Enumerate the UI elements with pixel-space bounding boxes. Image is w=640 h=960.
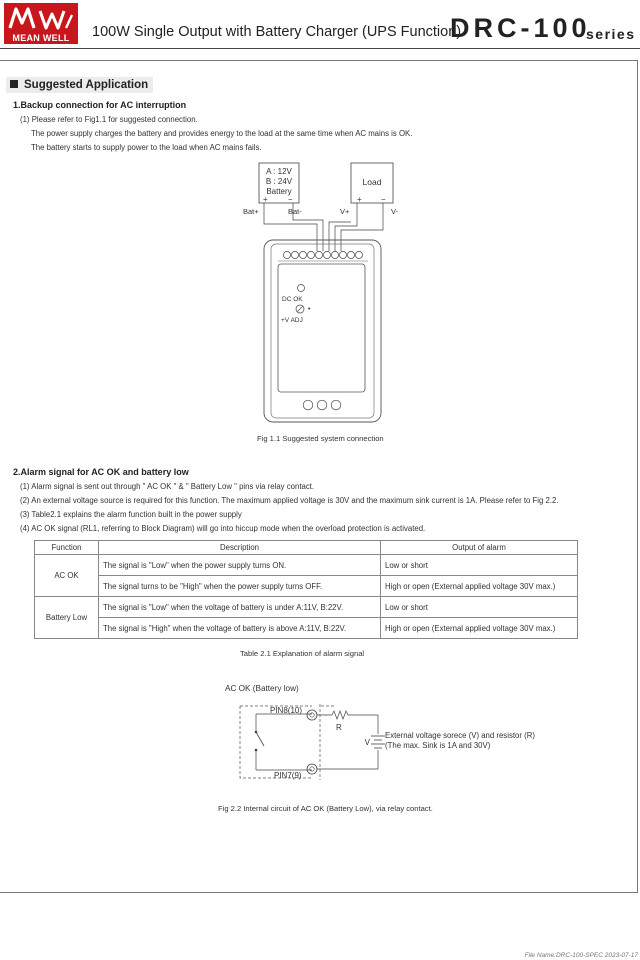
pin-bottom-label: PIN7(9) [274,771,302,780]
document-title: 100W Single Output with Battery Charger (UPS Function) [92,24,462,40]
table-header-output: Output of alarm [381,541,578,555]
function-cell-ac-ok: AC OK [35,555,99,597]
part1-heading: 1.Backup connection for AC interruption [13,100,187,110]
system-connection-diagram [230,160,430,430]
load-label: Load [362,177,382,187]
fig2-note-line-1: External voltage sorece (V) and resistor (R) [385,731,535,740]
table-row [35,576,578,597]
battery-plus: + [263,195,268,204]
fig1-caption: Fig 1.1 Suggested system connection [257,434,384,443]
load-plus: + [357,195,362,204]
output-cell: Low or short [381,597,578,618]
description-cell: The signal turns to be "High" when the power supply turns OFF. [99,576,381,597]
vadj-label: +V ADJ [281,317,303,324]
table-caption: Table 2.1 Explanation of alarm signal [240,649,365,658]
logo-text: MEAN WELL [4,32,78,44]
table-row [35,618,578,639]
part1-line-2: The power supply charges the battery and provides energy to the load at the same time when AC mains is OK. [31,129,413,138]
table-header-function: Function [35,541,99,555]
battery-line-2: B : 24V [265,177,293,186]
alarm-signal-table [34,540,578,639]
terminal-v-minus: V- [391,207,399,216]
voltage-label: V [364,738,370,747]
table-header-row [35,541,578,555]
resistor-label: R [336,723,342,732]
table-row [35,597,578,618]
section-title-text: Suggested Application [24,79,149,91]
dc-ok-label: DC OK [282,296,303,303]
function-cell-battery-low: Battery Low [35,597,99,639]
description-cell: The signal is "Low" when the power supply turns ON. [99,555,381,576]
square-bullet-icon [10,80,18,88]
header-divider [0,48,640,49]
part2-heading: 2.Alarm signal for AC OK and battery low [13,467,189,477]
table-row [35,555,578,576]
load-minus: − [381,195,386,204]
description-cell: The signal is "Low" when the voltage of battery is under A:11V, B:22V. [99,597,381,618]
output-cell: High or open (External applied voltage 30V max.) [381,618,578,639]
file-name-footer: File Name:DRC-100-SPEC 2023-07-17 [524,952,638,959]
terminal-bat-minus: Bat- [288,207,302,216]
terminal-v-plus: V+ [340,207,350,216]
output-cell: Low or short [381,555,578,576]
terminal-bat-plus: Bat+ [243,207,259,216]
fig2-caption: Fig 2.2 Internal circuit of AC OK (Battery Low), via relay contact. [218,804,433,813]
part1-line-1: (1) Please refer to Fig1.1 for suggested connection. [20,115,198,124]
part1-line-3: The battery starts to supply power to the load when AC mains fails. [31,143,262,152]
part2-line-1: (1) Alarm signal is sent out through " AC OK " & " Battery Low " pins via relay contact. [20,482,315,491]
section-title [6,77,153,93]
part2-line-3: (3) Table2.1 explains the alarm function built in the power supply [20,510,242,519]
battery-minus: − [288,195,293,204]
svg-text:•: • [308,306,311,313]
description-cell: The signal is "High" when the voltage of battery is above A:11V, B:22V. [99,618,381,639]
fig2-title: AC OK (Battery low) [225,684,299,693]
fig2-note-line-2: (The max. Sink is 1A and 30V) [385,741,491,750]
pin-top-label: PIN8(10) [270,706,303,715]
output-cell: High or open (External applied voltage 30V max.) [381,576,578,597]
model-name: DRC-100 [450,13,591,43]
battery-line-3: Battery [266,187,292,196]
table-header-description: Description [99,541,381,555]
part2-line-2: (2) An external voltage source is required for this function. The maximum applied voltage is 30V and the maximum sink current is 1A. Please refer to Fig 2.2. [20,496,559,505]
part2-line-4: (4) AC OK signal (RL1, referring to Block Diagram) will go into hiccup mode when the overload protection is activated. [20,524,426,533]
battery-line-1: A : 12V [266,167,292,176]
series-label: series [586,26,636,42]
